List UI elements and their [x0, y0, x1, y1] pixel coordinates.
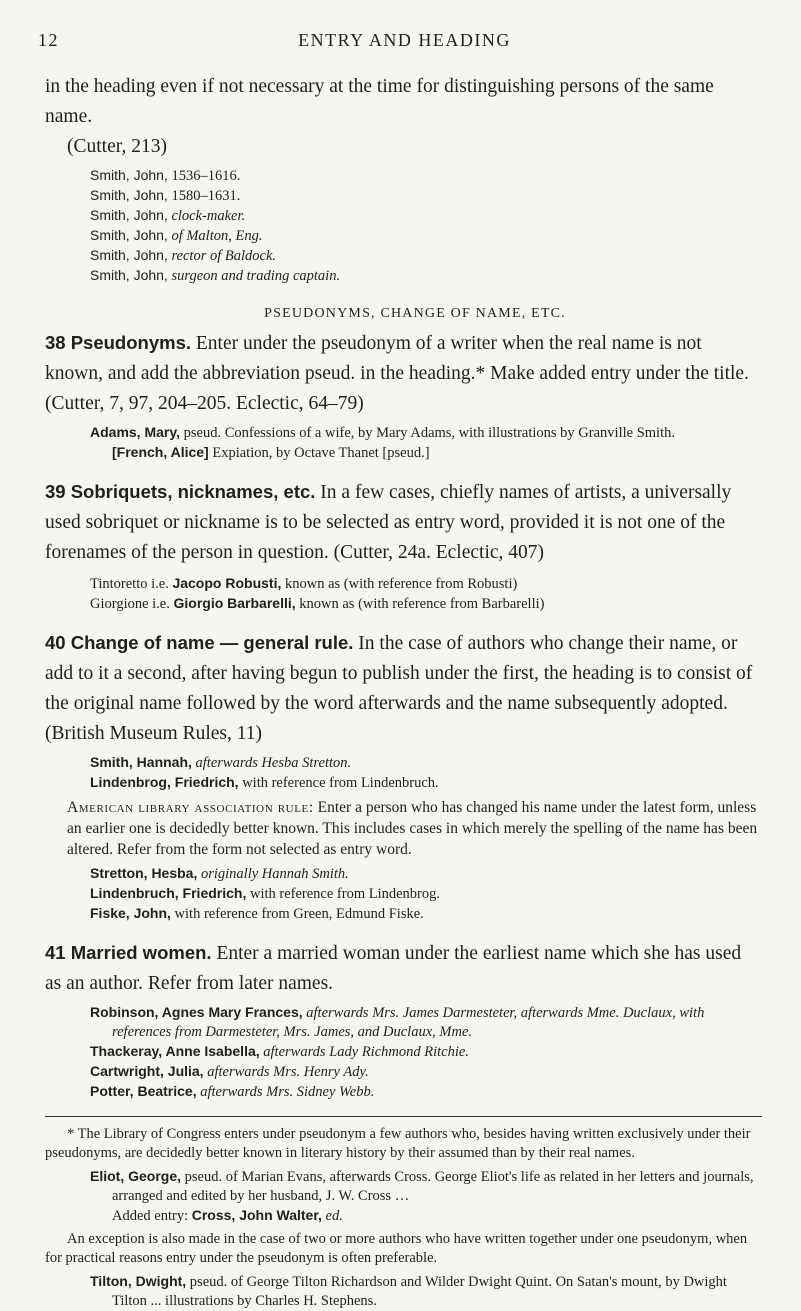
- rule-40-example: Lindenbrog, Friedrich, with reference from Lindenbruch.: [90, 774, 439, 791]
- rule-39-example: Giorgione i.e. Giorgio Barbarelli, known as (with reference from Barbarelli): [90, 595, 545, 612]
- rule-40-example: Stretton, Hesba, originally Hannah Smith.: [90, 865, 349, 882]
- rule-41: [45, 938, 762, 999]
- rule-39-heading: 39 Sobriquets, nicknames, etc.: [45, 481, 316, 502]
- footnote-exception: An exception is also made in the case of two or more authors who have written together under one pseudonym, when for practical reasons entry under the pseudonym is often preferable.: [45, 1231, 748, 1266]
- rule-38-heading: 38 Pseudonyms.: [45, 332, 192, 353]
- rule-38-example: [French, Alice] Expiation, by Octave Thanet [pseud.]: [112, 444, 430, 461]
- page-header: [38, 30, 771, 58]
- rule-41-example: Cartwright, Julia, afterwards Mrs. Henry Ady.: [90, 1063, 369, 1080]
- rule-40: [45, 628, 762, 749]
- rule-41-heading: 41 Married women.: [45, 942, 212, 963]
- ala-rule-label: American library association rule:: [67, 799, 314, 816]
- ala-rule: [67, 797, 762, 860]
- example-entry: Smith, John, clock-maker.: [90, 207, 246, 224]
- footnote-example: Eliot, George, pseud. of Marian Evans, afterwards Cross. George Eliot's life as related in her letters and journals, arranged and edited by her husband, J. W. Cross …: [90, 1168, 754, 1204]
- rule-40-example: Smith, Hannah, afterwards Hesba Stretton.: [90, 754, 352, 771]
- rule-39-example: Tintoretto i.e. Jacopo Robusti, known as (with reference from Robusti): [90, 575, 518, 592]
- rule-41-text: Enter a married woman under the earliest name which she has used as an author. Refer from later names.: [45, 943, 742, 994]
- rule-41-example: Thackeray, Anne Isabella, afterwards Lady Richmond Ritchie.: [90, 1043, 469, 1060]
- example-entry: Smith, John, 1580–1631.: [90, 187, 241, 204]
- rule-38-example: Adams, Mary, pseud. Confessions of a wife, by Mary Adams, with illustrations by Granville Smith.: [90, 424, 675, 441]
- rule-41-example: Potter, Beatrice, afterwards Mrs. Sidney Webb.: [90, 1083, 375, 1100]
- rule-39: [45, 477, 762, 568]
- rule-40-text: In the case of authors who change their name, or add to it a second, after having begun to publish under the first, the heading is to consist of the original name followed by the word afterwards and the name subsequently adopted. (British Museum Rules, 11): [45, 633, 753, 744]
- rule-40-example: Lindenbruch, Friedrich, with reference from Lindenbrog.: [90, 885, 441, 902]
- example-entry: Smith, John, rector of Baldock.: [90, 247, 277, 264]
- example-entry: Smith, John, 1536–1616.: [90, 167, 241, 184]
- example-entry: Smith, John, of Malton, Eng.: [90, 227, 263, 244]
- intro-citation: (Cutter, 213): [67, 136, 167, 157]
- intro-paragraph: in the heading even if not necessary at the time for distinguishing persons of the same name.: [45, 76, 714, 127]
- rule-38-text: Enter under the pseudonym of a writer when the real name is not known, and add the abbreviation pseud. in the heading.* Make added entry under the title. (Cutter, 7, 97, 204–205. Eclectic, 64–79): [45, 333, 749, 414]
- example-entry: Smith, John, surgeon and trading captain.: [90, 267, 341, 284]
- rule-38: [45, 328, 762, 419]
- page-number: 12: [38, 30, 59, 50]
- rule-41-example: Robinson, Agnes Mary Frances, afterwards Mrs. James Darmesteter, afterwards Mme. Duclaux, with references from Darmesteter, Mrs. James, and Duclaux, Mme.: [90, 1004, 705, 1040]
- footnote-text: * The Library of Congress enters under pseudonym a few authors who, besides having written exclusively under their pseudonyms, are decidedly better known in literary history by their assumed than by their real names.: [45, 1126, 751, 1161]
- running-title: ENTRY AND HEADING: [298, 30, 511, 50]
- ala-rule-text: Enter a person who has changed his name under the latest form, unless an earlier one is decidedly better known. This includes cases in which merely the spelling of the name has been altered. Refer from the form not selected as entry word.: [67, 799, 758, 858]
- smith-examples: [68, 166, 762, 286]
- footnote-divider: [45, 1116, 762, 1117]
- rule-39-text: In a few cases, chiefly names of artists, a universally used sobriquet or nickname is to be selected as entry word, provided it is not one of the forenames of the person in question. (Cutter, 24a. Eclectic, 407): [45, 482, 732, 563]
- footnote-added-entry: Added entry: Cross, John Walter, ed.: [112, 1207, 343, 1224]
- page-content: [45, 72, 762, 1311]
- rule-40-example: Fiske, John, with reference from Green, Edmund Fiske.: [90, 905, 424, 922]
- footnote-example: Tilton, Dwight, pseud. of George Tilton Richardson and Wilder Dwight Quint. On Satan's mount, by Dwight Tilton ... illustrations by Charles H. Stephens.: [90, 1273, 727, 1309]
- section-heading: PSEUDONYMS, CHANGE OF NAME, ETC.: [264, 306, 566, 321]
- rule-40-heading: 40 Change of name — general rule.: [45, 632, 354, 653]
